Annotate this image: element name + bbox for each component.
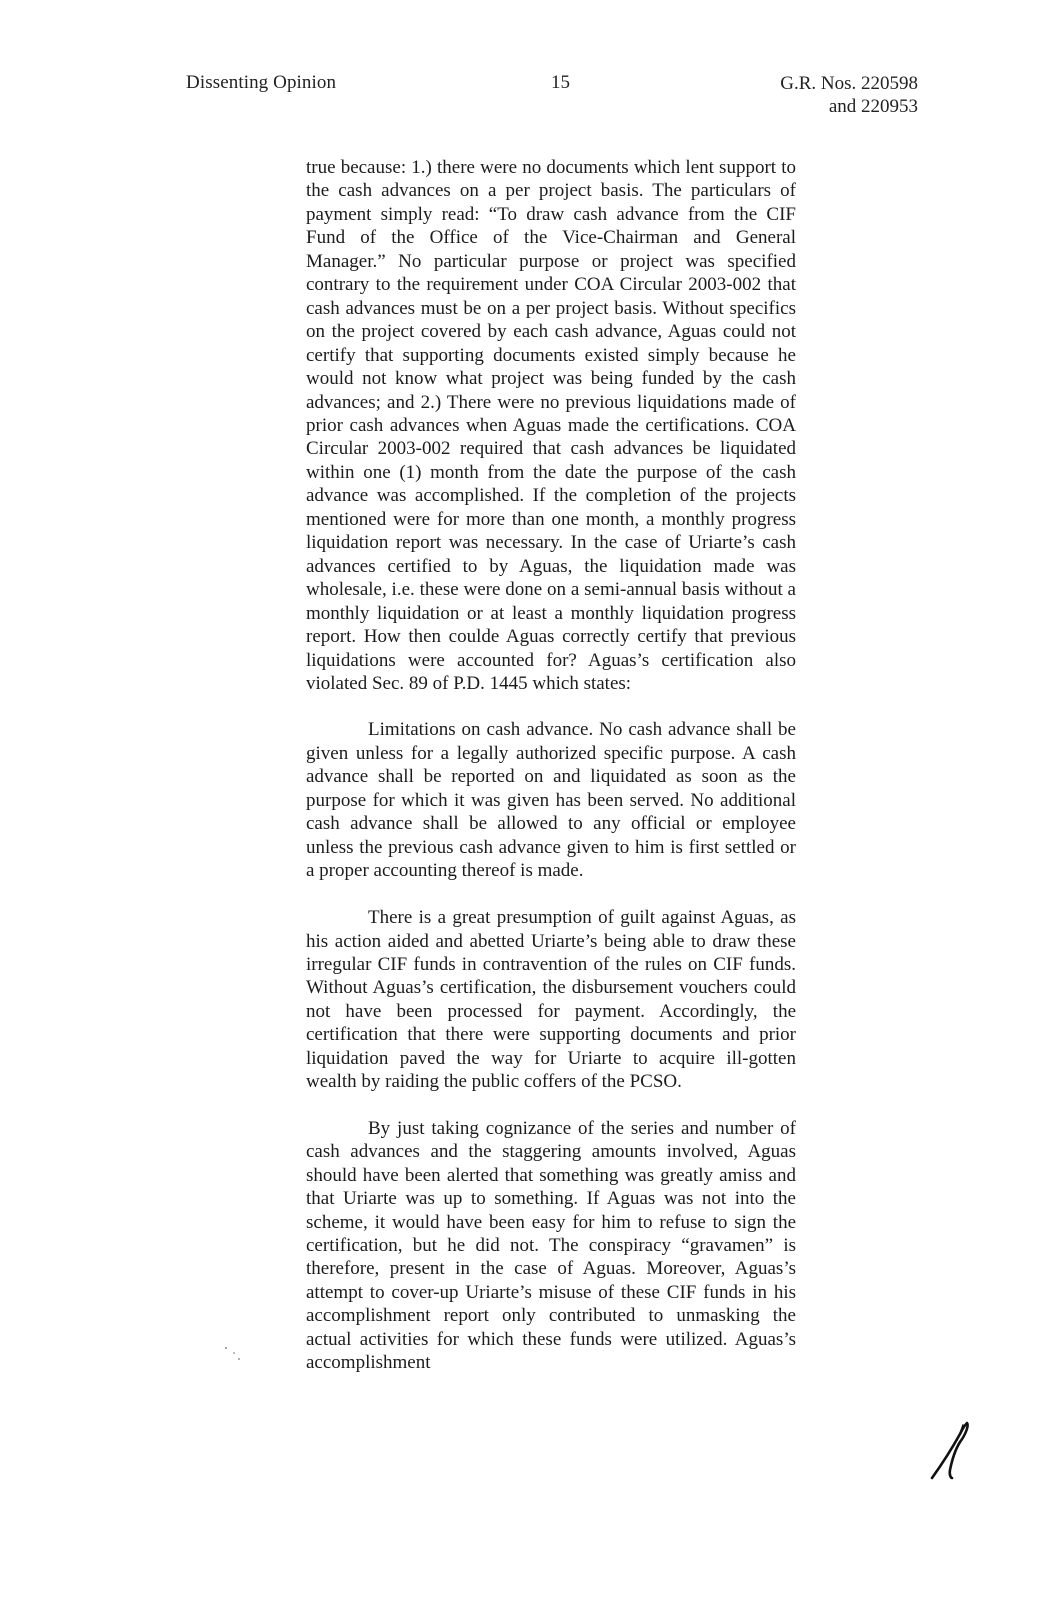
case-number-line-1: G.R. Nos. 220598 bbox=[780, 73, 918, 94]
case-number-line-2: and 220953 bbox=[828, 96, 918, 117]
block-quote-sec-89: Limitations on cash advance. No cash advance shall be given unless for a legally authorized specific purpose. A cash advance shall be reported on and liquidated as soon as the purpose for which it was given has been served. No additional cash advance shall be allowed to any official or employee unless the previous cash advance given to him is first settled or a proper accounting thereof is made. bbox=[306, 719, 796, 882]
paragraph-cognizance: By just taking cognizance of the series and number of cash advances and the staggering amounts involved, Aguas should have been alerted that something was greatly amiss and that Uriarte was up to something. If Aguas was not into the scheme, it would have been easy for him to refuse to sign the certification, but he did not. The conspiracy “gravamen” is therefore, present in the case of Aguas. Moreover, Aguas’s attempt to cover-up Uriarte’s misuse of these CIF funds in his accomplishment report only contributed to unmasking the actual activities for which these funds were utilized. Aguas’s accomplishment bbox=[306, 1117, 796, 1374]
scan-artifact bbox=[238, 1358, 240, 1360]
paragraph-continuation: true because: 1.) there were no documents which lent support to the cash advances on a per project basis. The particulars of payment simply read: “To draw cash advance from the CIF Fund of the Office of the Vice-Chairman and General Manager.” No particular purpose or project was specified contrary to the requirement under COA Circular 2003-002 that cash advances must be on a per project basis. Without specifics on the project covered by each cash advance, Aguas could not certify that supporting documents existed simply because he would not know what project was being funded by the cash advances; and 2.) There were no previous liquidations made of prior cash advances when Aguas made the certifications. COA Circular 2003-002 required that cash advances be liquidated within one (1) month from the date the purpose of the cash advance was accomplished. If the completion of the projects mentioned were for more than one month, a monthly progress liquidation report was necessary. In the case of Uriarte’s cash advances certified to by Aguas, the liquidation made was wholesale, i.e. these were done on a semi-annual basis without a monthly liquidation or at least a monthly liquidation progress report. How then coulde Aguas correctly certify that previous liquidations were accounted for? Aguas’s certification also violated Sec. 89 of P.D. 1445 which states: bbox=[306, 157, 796, 694]
document-type-header: Dissenting Opinion bbox=[186, 72, 337, 93]
page-number: 15 bbox=[551, 72, 570, 93]
handwritten-initial-icon bbox=[930, 1420, 974, 1482]
scan-artifact bbox=[225, 1347, 227, 1349]
scan-artifact bbox=[233, 1352, 235, 1354]
body-text bbox=[306, 156, 796, 1398]
case-number-header bbox=[780, 72, 918, 118]
paragraph-presumption-of-guilt: There is a great presumption of guilt against Aguas, as his action aided and abetted Uriarte’s being able to draw these irregular CIF funds in contravention of the rules on CIF funds. Without Aguas’s certification, the disbursement vouchers could not have been processed for payment. Accordingly, the certification that there were supporting documents and prior liquidation paved the way for Uriarte to acquire ill-gotten wealth by raiding the public coffers of the PCSO. bbox=[306, 907, 796, 1093]
